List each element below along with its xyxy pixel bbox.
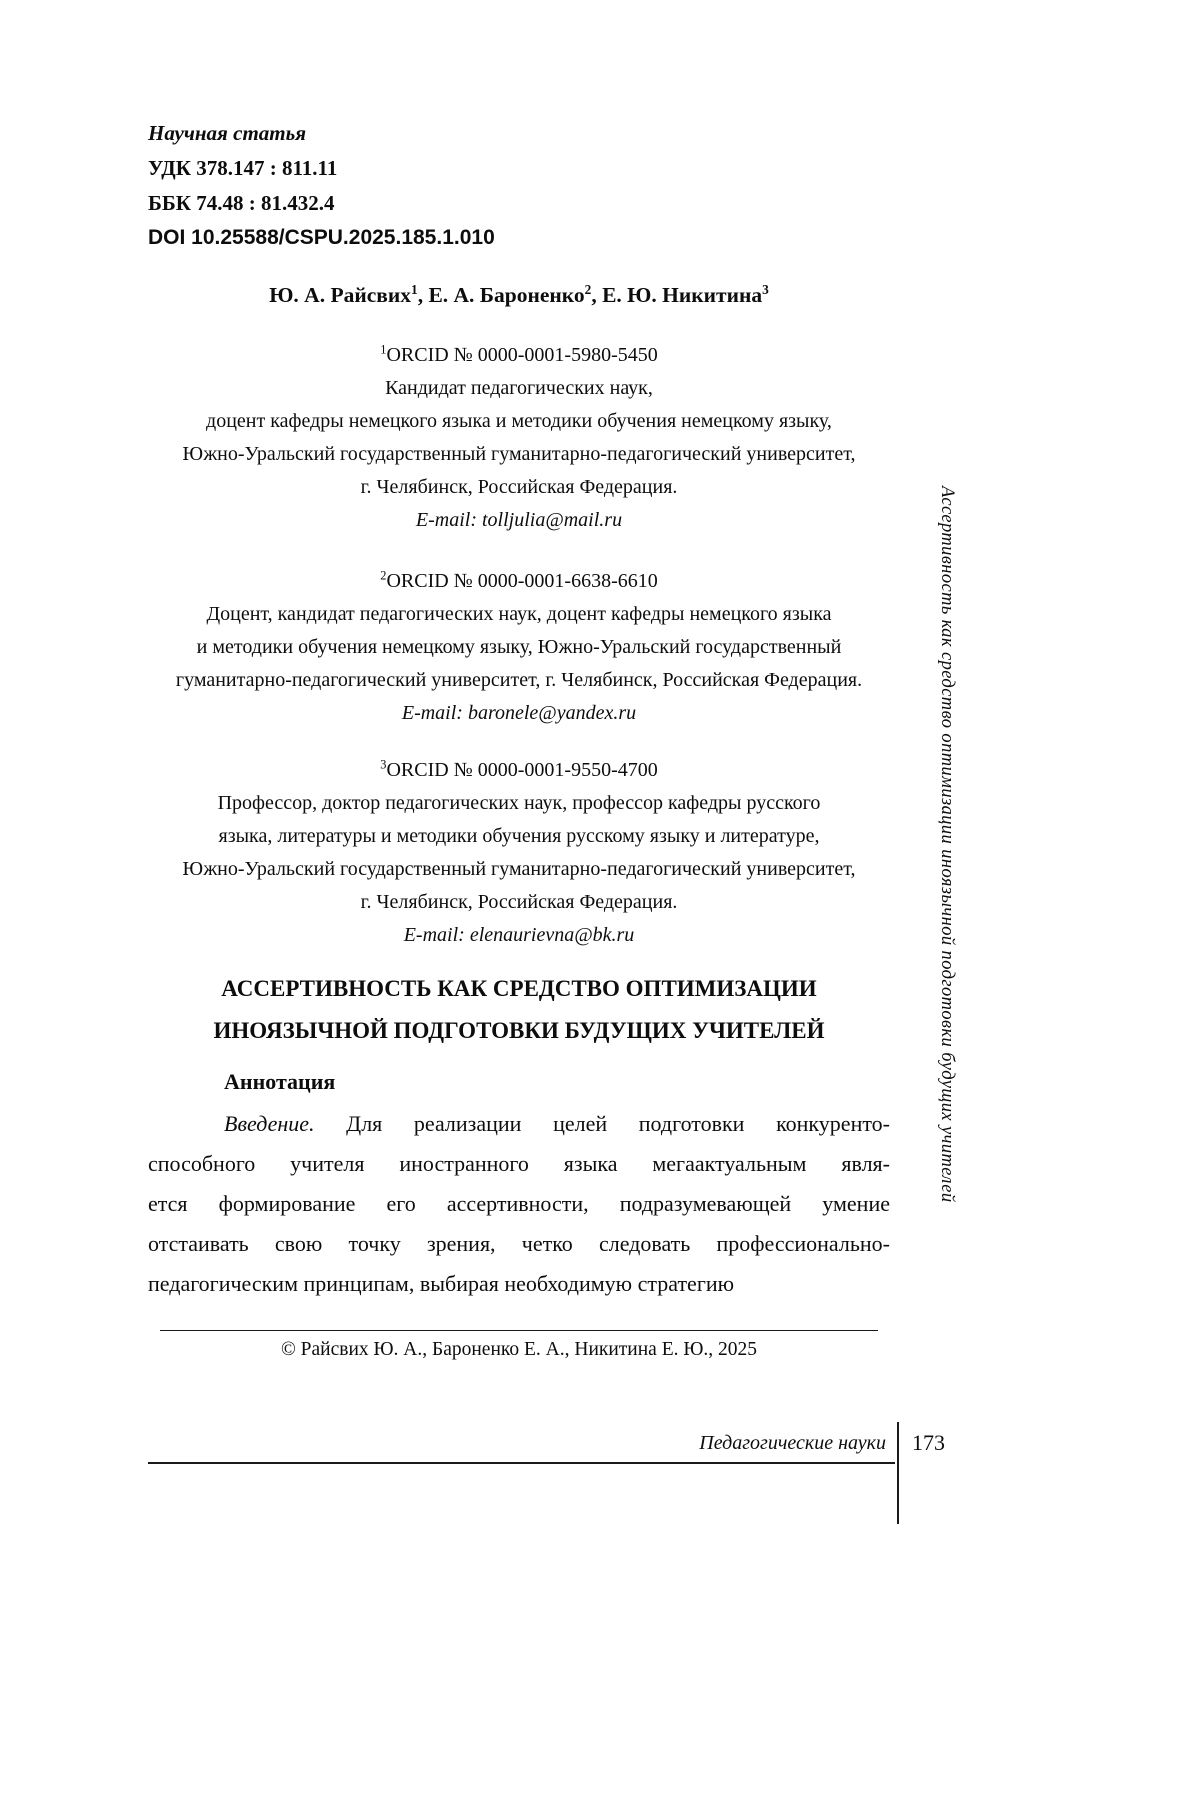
page-number: 173 <box>912 1430 945 1455</box>
affiliation-line: г. Челябинск, Российская Федерация. <box>360 891 678 913</box>
footer-vertical-divider <box>897 1422 899 1524</box>
email-line-3: E-mail: elenaurievna@bk.ru <box>403 924 635 946</box>
abstract-line-1-rest: Для реализации целей подготовки конкуренто- <box>314 1111 890 1136</box>
abstract-paragraph <box>148 1104 890 1304</box>
udk-label: УДК 378.147 : 811.11 <box>148 156 338 180</box>
doi-label: DOI 10.25588/CSPU.2025.185.1.010 <box>148 226 495 249</box>
copyright-block <box>148 1330 890 1363</box>
affiliation-line: Южно-Уральский государственный гуманитарно-педагогический университет, <box>182 443 856 465</box>
abstract-line: способного учителя иностранного языка мегаактуальным явля- <box>148 1151 890 1176</box>
separator-line <box>160 1330 878 1331</box>
affiliation-line: языка, литературы и методики обучения русскому языку и литературе, <box>218 825 820 847</box>
abstract-line: ется формирование его ассертивности, подразумевающей умение <box>148 1191 890 1216</box>
article-title-line-2: ИНОЯЗЫЧНОЙ ПОДГОТОВКИ БУДУЩИХ УЧИТЕЛЕЙ <box>213 1018 825 1043</box>
author-name-2: , Е. А. Бароненко <box>417 283 585 307</box>
author-sup-3: 3 <box>762 281 769 297</box>
orcid-sup-1: 1 <box>380 342 387 357</box>
article-title-line-1: АССЕРТИВНОСТЬ КАК СРЕДСТВО ОПТИМИЗАЦИИ <box>221 976 817 1001</box>
section-label: Педагогические науки <box>699 1432 886 1454</box>
running-title-vertical: Ассертивность как средство оптимизации иноязычной подготовки будущих учителей <box>937 486 957 1203</box>
affiliation-line: Доцент, кандидат педагогических наук, доцент кафедры немецкого языка <box>206 603 832 625</box>
page-body <box>148 120 890 1363</box>
orcid-sup-3: 3 <box>380 757 387 772</box>
affiliation-line: г. Челябинск, Российская Федерация. <box>360 476 678 498</box>
affiliation-line: Южно-Уральский государственный гуманитарно-педагогический университет, <box>182 858 856 880</box>
abstract-heading: Аннотация <box>224 1069 336 1094</box>
orcid-value-2: ORCID № 0000-0001-6638-6610 <box>386 570 658 592</box>
affiliation-block-3 <box>148 754 890 952</box>
affiliation-block-2 <box>148 565 890 730</box>
orcid-line-2 <box>148 565 890 598</box>
affiliation-block-1 <box>148 339 890 537</box>
article-title <box>148 968 890 1052</box>
orcid-value-3: ORCID № 0000-0001-9550-4700 <box>386 759 658 781</box>
orcid-line-1 <box>148 339 890 372</box>
author-sup-1: 1 <box>411 281 418 297</box>
affiliation-line: и методики обучения немецкому языку, Южно-Уральский государственный <box>196 636 842 658</box>
author-sup-2: 2 <box>584 281 592 297</box>
footer-rule <box>148 1462 895 1464</box>
affiliation-line: доцент кафедры немецкого языка и методики обучения немецкому языку, <box>206 410 832 432</box>
affiliation-line: Кандидат педагогических наук, <box>385 377 653 399</box>
abstract-line: отстаивать свою точку зрения, четко следовать профессионально- <box>148 1231 890 1256</box>
email-line-1: E-mail: tolljulia@mail.ru <box>415 509 623 531</box>
orcid-sup-2: 2 <box>380 568 387 583</box>
abstract-lead: Введение. <box>224 1111 315 1136</box>
article-type-label: Научная статья <box>148 121 307 145</box>
abstract-line <box>148 1104 890 1144</box>
copyright-note: © Райсвих Ю. А., Бароненко Е. А., Никитина Е. Ю., 2025 <box>280 1339 758 1360</box>
abstract-line: педагогическим принципам, выбирая необходимую стратегию <box>148 1271 735 1296</box>
authors-line <box>148 281 890 309</box>
affiliation-line: Профессор, доктор педагогических наук, профессор кафедры русского <box>217 792 821 814</box>
author-name-1: Ю. А. Райсвих <box>269 283 412 307</box>
orcid-value-1: ORCID № 0000-0001-5980-5450 <box>386 344 658 366</box>
email-line-2: E-mail: baronele@yandex.ru <box>401 702 637 724</box>
bbk-label: ББК 74.48 : 81.432.4 <box>148 191 335 215</box>
author-name-3: , Е. Ю. Никитина <box>591 283 763 307</box>
affiliation-line: гуманитарно-педагогический университет, г. Челябинск, Российская Федерация. <box>175 669 863 691</box>
orcid-line-3 <box>148 754 890 787</box>
